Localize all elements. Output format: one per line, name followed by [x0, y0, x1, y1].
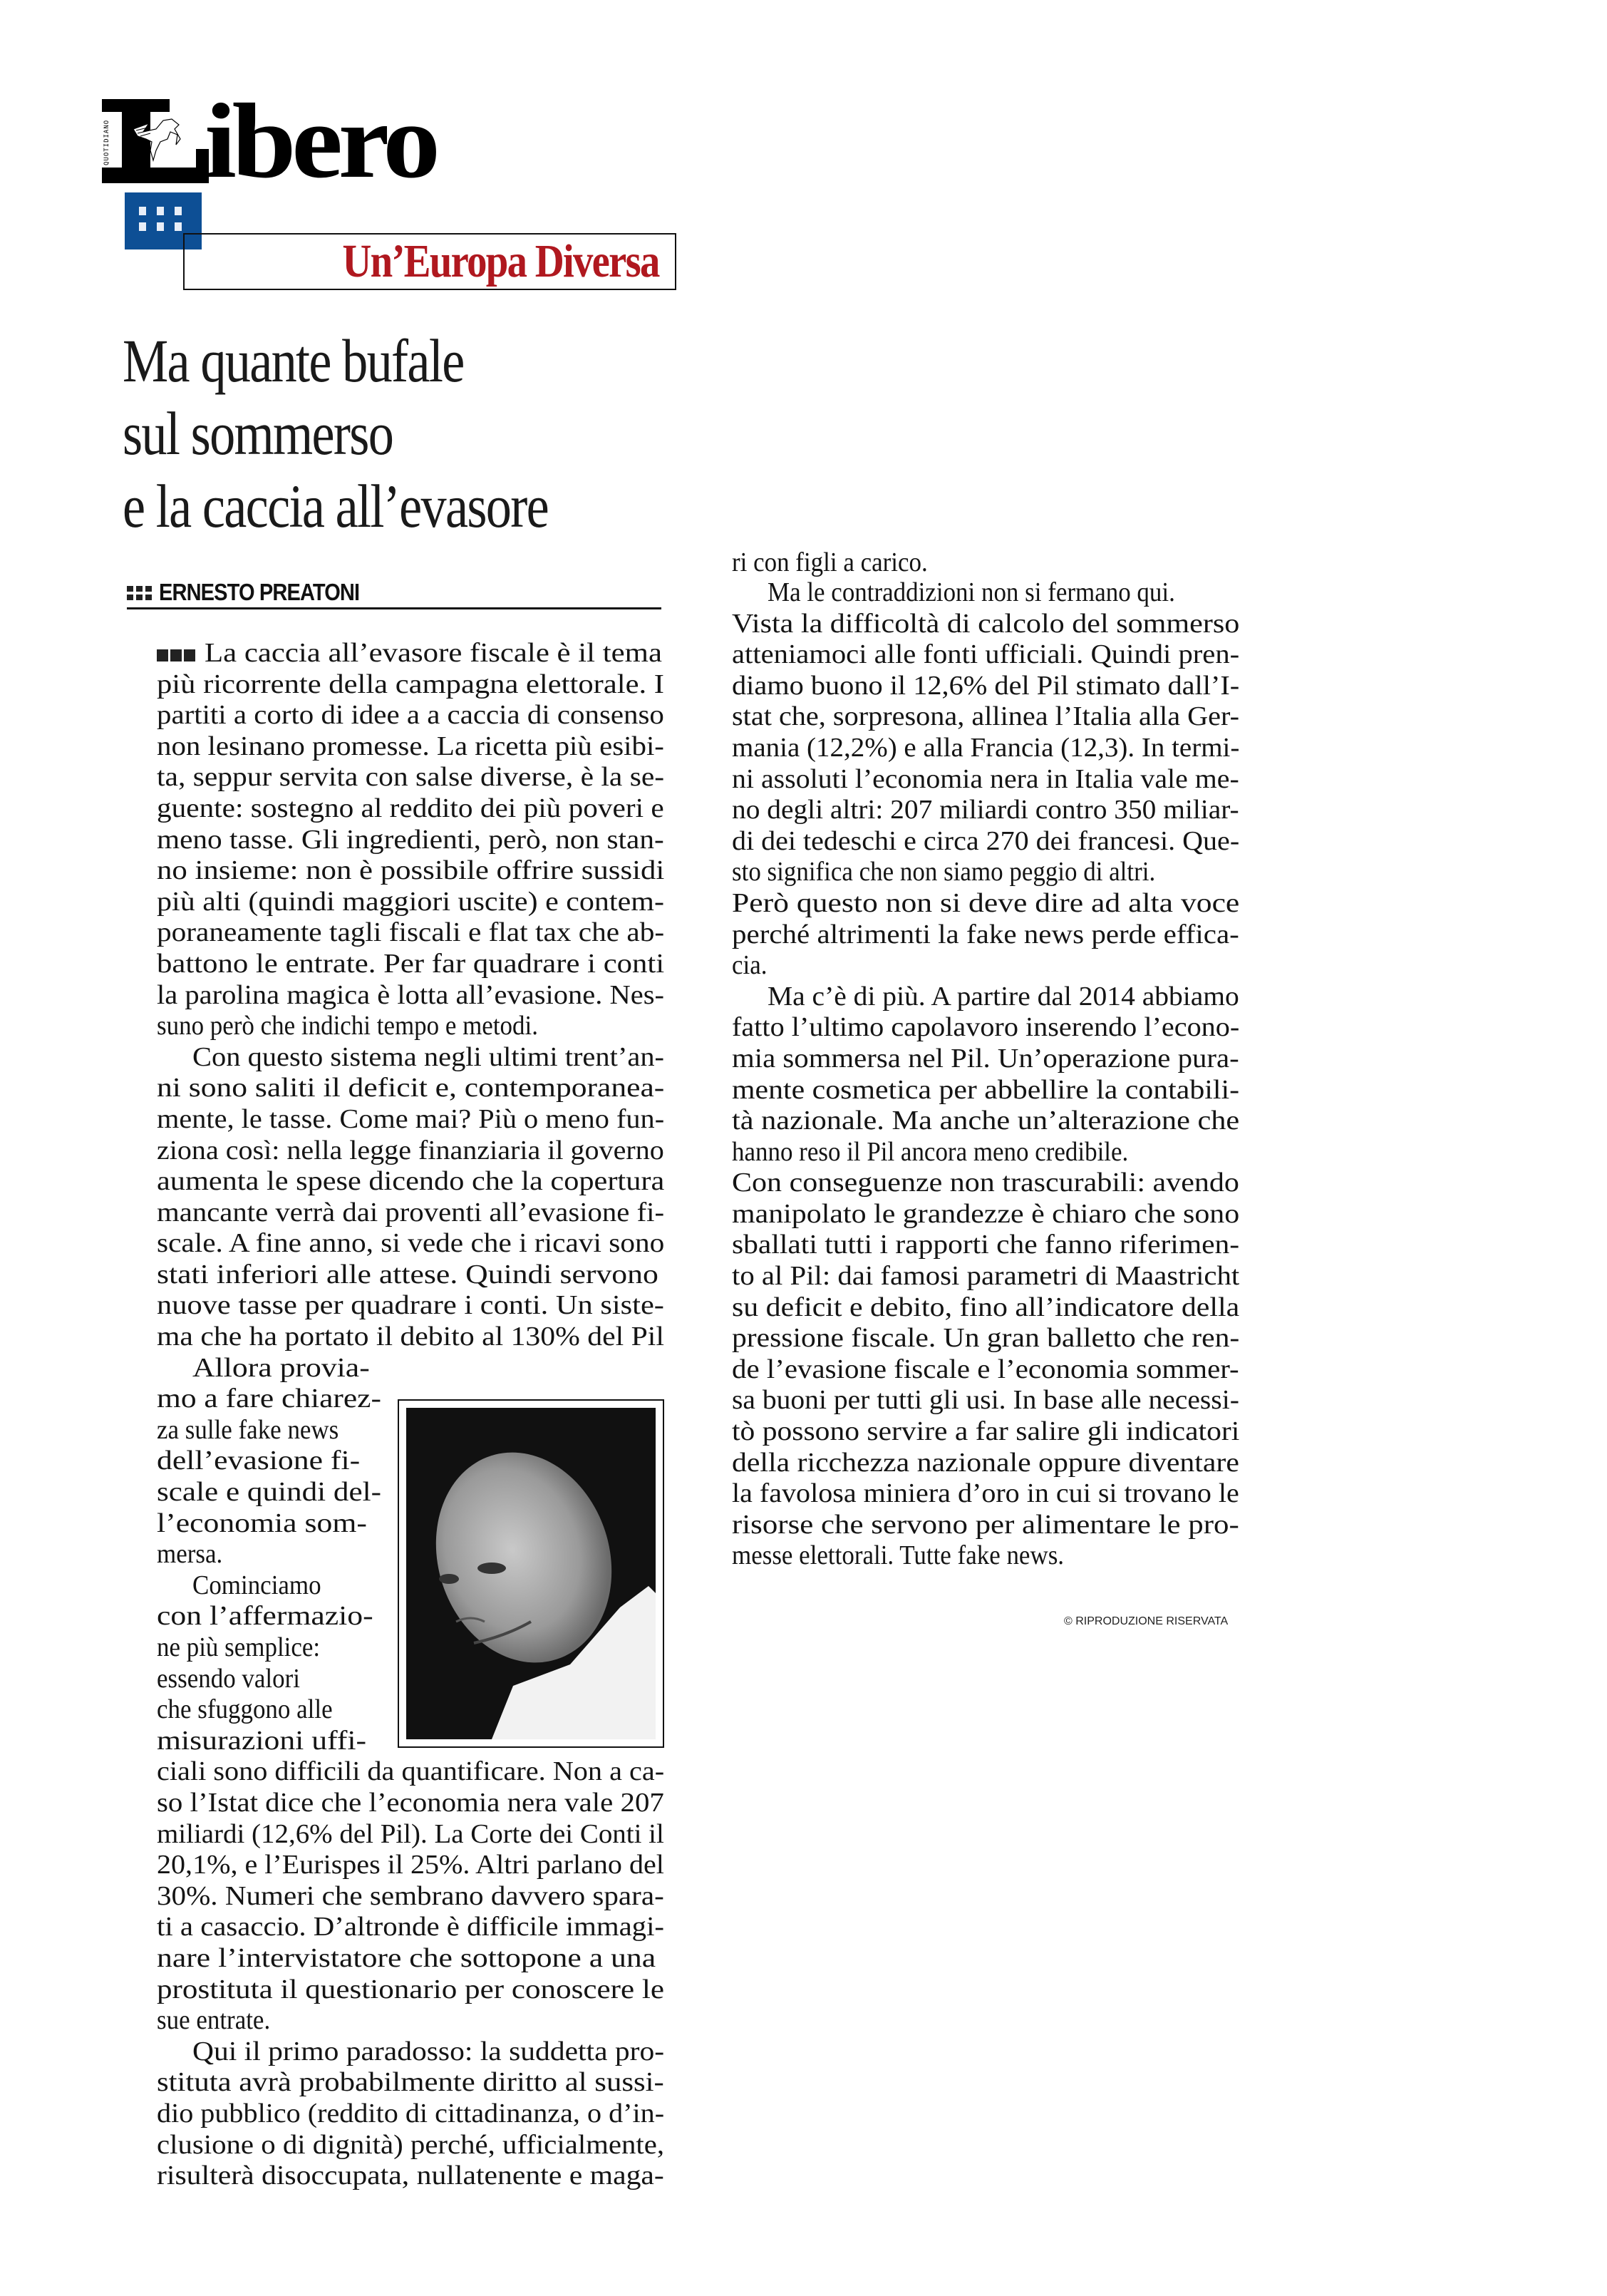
text-line: [157, 2005, 664, 2037]
text-line-content: suno però che indichi tempo e metodi.: [157, 1011, 538, 1041]
text-line-content: Ma c’è di più. A partire dal 2014 abbiamo: [768, 981, 1239, 1011]
text-line: [157, 669, 664, 701]
text-line-content: ni assoluti l’economia nera in Italia vale me-: [732, 763, 1239, 794]
text-line-content: diamo buono il 12,6% del Pil stimato dall’I-: [732, 670, 1240, 701]
text-line: [732, 1168, 1239, 1199]
logo-wordmark: ibero: [205, 82, 436, 200]
section-title: Un’Europa Diversa: [342, 235, 659, 287]
masthead-logo: [102, 82, 436, 200]
text-line-content: La caccia all’evasore fiscale è il tema: [205, 638, 662, 668]
text-line-content: prostituta il questionario per conoscere le: [157, 1974, 664, 2004]
text-line-content: mo a fare chiarez-: [157, 1384, 381, 1414]
text-line: [732, 1448, 1239, 1479]
text-line-content: Con conseguenze non trascurabili: avendo: [732, 1168, 1239, 1198]
section-banner: [183, 233, 676, 290]
text-line: [157, 1322, 664, 1353]
text-line: [157, 1136, 664, 1167]
text-line-content: risorse che servono per alimentare le pro-: [732, 1509, 1239, 1540]
text-line-content: atteniamoci alle fonti ufficiali. Quindi pren-: [732, 639, 1240, 670]
text-line-content: dio pubblico (reddito di cittadinanza, o d’in-: [157, 2098, 665, 2128]
portrait-image: [406, 1408, 656, 1739]
text-line: [157, 1260, 664, 1291]
text-line: [157, 2099, 664, 2130]
text-line-content: Vista la difficoltà di calcolo del sommerso: [732, 608, 1240, 639]
text-line-content: sto significa che non siamo peggio di altri.: [732, 857, 1156, 887]
text-line-content: de l’evasione fiscale e l’economia sommer-: [732, 1354, 1239, 1384]
text-line: [157, 825, 664, 856]
article-headline: [123, 324, 548, 542]
text-line: [732, 888, 1239, 920]
text-line-content: mia sommersa nel Pil. Un’operazione pura-: [732, 1043, 1239, 1074]
text-line: [732, 1261, 1239, 1292]
text-line: [157, 1975, 664, 2006]
text-line-content: ma che ha portato il debito al 130% del Pil: [157, 1322, 664, 1352]
text-line: [732, 1540, 1239, 1572]
text-line-content: mersa.: [157, 1539, 223, 1570]
byline-dots-icon: [127, 586, 153, 602]
text-line-content: 20,1%, e l’Eurispes il 25%. Altri parlano del: [157, 1850, 664, 1880]
text-line: [732, 826, 1239, 858]
text-line-content: manipolato le grandezze è chiaro che sono: [732, 1198, 1240, 1229]
text-line: [157, 2037, 664, 2068]
text-line-content: ciali sono difficili da quantificare. Non a ca-: [157, 1756, 665, 1787]
text-line-content: pressione fiscale. Un gran balletto che ren-: [732, 1323, 1240, 1354]
text-line: [732, 795, 1239, 826]
text-line: [732, 1230, 1239, 1261]
text-line-content: mente cosmetica per abbellire la contabili-: [732, 1074, 1240, 1105]
text-line: [157, 1788, 664, 1819]
text-line: [157, 949, 664, 980]
text-line-content: Cominciamo: [192, 1570, 321, 1600]
text-line-content: miliardi (12,6% del Pil). La Corte dei Conti il: [157, 1818, 664, 1849]
text-line: [157, 1881, 664, 1913]
text-line-content: fatto l’ultimo capolavoro inserendo l’econo-: [732, 1012, 1240, 1043]
text-line-content: Con questo sistema negli ultimi trent’an-: [192, 1041, 665, 1072]
text-line: [157, 1912, 664, 1943]
text-line-content: con l’affermazio-: [157, 1601, 373, 1632]
text-line: [732, 1292, 1239, 1324]
text-line-content: sa buoni per tutti gli usi. In base alle necessi-: [732, 1385, 1239, 1416]
text-line-content: scale. A fine anno, si vede che i ricavi sono: [157, 1228, 665, 1259]
text-line-content: l’economia som-: [157, 1508, 367, 1538]
author-name: ERNESTO PREATONI: [159, 579, 360, 605]
text-line: [732, 671, 1239, 702]
text-line: [157, 1042, 664, 1074]
text-line: [157, 1819, 664, 1850]
text-line-content: risulterà disoccupata, nullatenente e maga-: [157, 2161, 664, 2191]
text-line-content: hanno reso il Pil ancora meno credibile.: [732, 1136, 1129, 1167]
text-line: [157, 887, 664, 918]
text-line-content: Ma le contraddizioni non si fermano qui.: [768, 577, 1175, 607]
text-line-content: della ricchezza nazionale oppure diventare: [732, 1447, 1239, 1478]
text-line-content: ni sono saliti il deficit e, contemporanea-: [157, 1073, 665, 1103]
text-line: [157, 1353, 664, 1384]
text-line: [157, 1850, 664, 1881]
text-line: [732, 1416, 1239, 1448]
headline-line: e la caccia all’evasore: [123, 472, 548, 540]
text-line-content: ziona così: nella legge finanziaria il governo: [157, 1135, 664, 1165]
text-line-content: sballati tutti i rapporti che fanno riferimen-: [732, 1230, 1240, 1260]
text-line-content: più ricorrente della campagna elettorale. I: [157, 669, 664, 699]
text-line-content: ta, seppur servita con salse diverse, è la se-: [157, 762, 665, 793]
text-line-content: non lesinano promesse. La ricetta più esibi-: [157, 731, 664, 761]
text-line: [157, 700, 664, 731]
text-line-content: essendo valori: [157, 1663, 300, 1694]
text-line: [732, 733, 1239, 764]
text-line: [157, 1228, 664, 1260]
headline-line: Ma quante bufale: [123, 326, 464, 395]
text-line: [157, 980, 664, 1011]
text-line: [732, 1199, 1239, 1230]
text-line: [732, 1137, 1239, 1168]
text-line: [157, 1104, 664, 1136]
text-line-content: poraneamente tagli fiscali e flat tax che ab-: [157, 917, 665, 948]
text-line: [732, 982, 1239, 1013]
text-line: [732, 1075, 1239, 1106]
text-line: [157, 917, 664, 949]
text-line-content: Allora provia-: [192, 1352, 370, 1383]
text-line-content: mente, le tasse. Come mai? Più o meno fun-: [157, 1103, 665, 1134]
text-line: [732, 609, 1239, 640]
text-line: [732, 1106, 1239, 1137]
text-line-content: ri con figli a carico.: [732, 547, 928, 577]
text-line: [732, 701, 1239, 733]
text-line-content: to al Pil: dai famosi parametri di Maastricht: [732, 1261, 1240, 1292]
text-line: [732, 1044, 1239, 1075]
text-line: [732, 1012, 1239, 1044]
article-column-2: [732, 547, 1240, 1572]
text-line-content: battono le entrate. Per far quadrare i conti: [157, 948, 665, 979]
text-line-content: no insieme: non è possibile offrire sussidi: [157, 855, 665, 886]
text-line: [732, 920, 1239, 951]
text-line: [157, 1166, 664, 1198]
text-line-content: za sulle fake news: [157, 1414, 339, 1445]
text-line-content: la parolina magica è lotta all’evasione. Nes-: [157, 979, 664, 1010]
pegasus-icon: [128, 108, 185, 165]
text-line: [732, 1354, 1239, 1386]
text-line-content: perché altrimenti la fake news perde effica-: [732, 919, 1239, 949]
text-line-content: messe elettorali. Tutte fake news.: [732, 1540, 1065, 1571]
text-line: [732, 547, 1239, 577]
copyright-notice: © RIPRODUZIONE RISERVATA: [1064, 1615, 1229, 1627]
text-line-content: ti a casaccio. D’altronde è difficile immagi-: [157, 1912, 665, 1942]
text-line: [732, 950, 1239, 982]
text-line-content: partiti a corto di idee a a caccia di consenso: [157, 700, 664, 731]
text-line-content: più alti (quindi maggiori uscite) e contem-: [157, 886, 664, 917]
text-line-content: ne più semplice:: [157, 1632, 321, 1662]
text-line-content: stituta avrà probabilmente diritto al sussi-: [157, 2067, 664, 2098]
text-line: [732, 1510, 1239, 1541]
text-line-content: di dei tedeschi e circa 270 dei francesi. Que-: [732, 825, 1240, 856]
text-line: [732, 639, 1239, 671]
text-line: [732, 1385, 1239, 1416]
text-line-content: nare l’intervistatore che sottopone a una: [157, 1942, 656, 1973]
text-line: [157, 731, 664, 763]
text-line-content: sue entrate.: [157, 2005, 271, 2036]
headline-line: sul sommerso: [123, 399, 393, 468]
text-line-content: cia.: [732, 950, 768, 981]
text-line: [157, 855, 664, 887]
lead-squares-icon: [157, 638, 197, 669]
text-line: [157, 1943, 664, 1975]
text-line-content: misurazioni uffi-: [157, 1725, 367, 1756]
text-line-content: su deficit e debito, fino all’indicatore della: [732, 1292, 1240, 1322]
text-line: [732, 577, 1239, 609]
text-line-content: nuove tasse per quadrare i conti. Un siste-: [157, 1290, 664, 1321]
text-line: [157, 1756, 664, 1788]
author-photo: [398, 1399, 664, 1748]
text-line-content: clusione o di dignità) perché, ufficialmente,: [157, 2129, 665, 2160]
text-line-content: Però questo non si deve dire ad alta voce: [732, 887, 1240, 918]
text-line: [157, 1198, 664, 1229]
text-line: [157, 1011, 664, 1042]
text-line-content: guente: sostegno al reddito dei più poveri e: [157, 793, 664, 823]
text-line: [157, 2130, 664, 2161]
text-line: [157, 793, 664, 825]
text-line-content: tò possono servire a far salire gli indicatori: [732, 1416, 1240, 1447]
byline: [127, 576, 661, 609]
text-line-content: mancante verrà dai proventi all’evasione fi-: [157, 1197, 665, 1227]
logo-tagline: QUOTIDIANO: [103, 119, 110, 166]
text-line-content: mania (12,2%) e alla Francia (12,3). In termi-: [732, 732, 1240, 763]
text-line-content: tà nazionale. Ma anche un’alterazione che: [732, 1106, 1240, 1136]
text-line-content: la favolosa miniera d’oro in cui si trovano le: [732, 1478, 1239, 1509]
text-line-content: no degli altri: 207 miliardi contro 350 miliar-: [732, 795, 1239, 825]
text-line-content: aumenta le spese dicendo che la copertura: [157, 1166, 665, 1197]
text-line: [732, 857, 1239, 888]
text-line-content: so l’Istat dice che l’economia nera vale 207: [157, 1787, 664, 1818]
text-line: [157, 638, 664, 669]
text-line-content: che sfuggono alle: [157, 1694, 333, 1725]
text-line-content: Qui il primo paradosso: la suddetta pro-: [192, 2036, 665, 2066]
text-line-content: dell’evasione fi-: [157, 1446, 361, 1476]
text-line-content: 30%. Numeri che sembrano davvero spara-: [157, 1880, 664, 1911]
text-line: [732, 764, 1239, 796]
text-line: [732, 1323, 1239, 1354]
text-line: [157, 2161, 664, 2192]
logo-initial: [102, 99, 209, 183]
text-line-content: scale e quindi del-: [157, 1477, 381, 1508]
text-line-content: stat che, sorpresona, allinea l’Italia alla Ger-: [732, 701, 1240, 732]
text-line-content: stati inferiori alle attese. Quindi servono: [157, 1259, 658, 1289]
text-line: [732, 1478, 1239, 1510]
text-line: [157, 1073, 664, 1104]
text-line-content: meno tasse. Gli ingredienti, però, non stan-: [157, 824, 664, 855]
text-line: [157, 762, 664, 793]
text-line: [157, 2067, 664, 2099]
text-line: [157, 1290, 664, 1322]
